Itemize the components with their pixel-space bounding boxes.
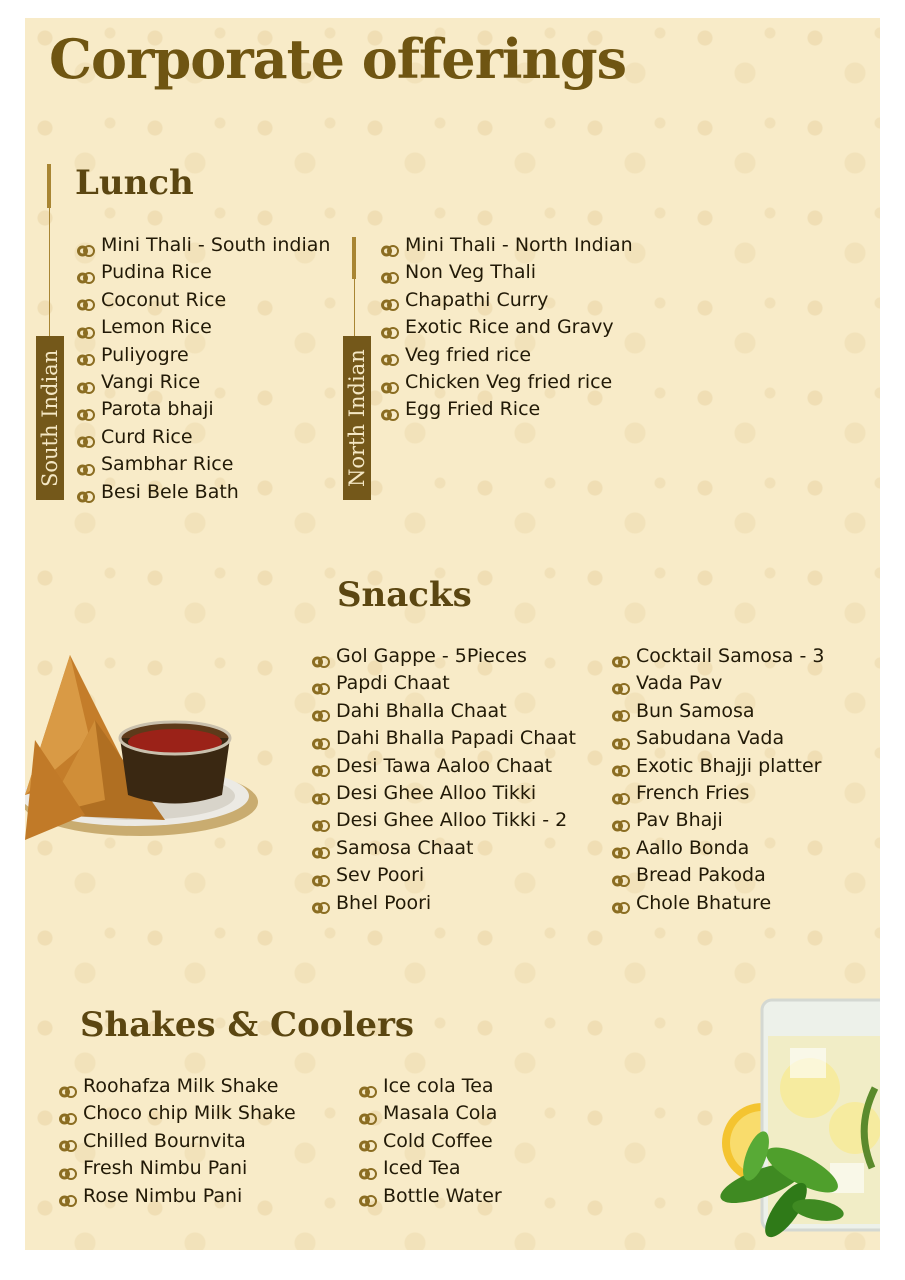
menu-item bbox=[76, 287, 330, 314]
menu-item-label: Papdi Chaat bbox=[336, 672, 450, 695]
north-indian-list bbox=[380, 232, 633, 424]
menu-item bbox=[358, 1155, 502, 1182]
menu-item-label: Curd Rice bbox=[101, 425, 193, 448]
menu-item-label: Pudina Rice bbox=[101, 261, 212, 284]
menu-item-label: Chicken Veg fried rice bbox=[405, 370, 613, 393]
menu-item bbox=[311, 643, 576, 670]
menu-item bbox=[311, 780, 576, 807]
menu-item bbox=[76, 424, 330, 451]
menu-item-label: Chapathi Curry bbox=[405, 288, 549, 311]
menu-item bbox=[380, 287, 633, 314]
samosa-plate-illustration bbox=[25, 650, 265, 850]
menu-item-label: Chole Bhature bbox=[636, 891, 772, 914]
menu-item-label: Fresh Nimbu Pani bbox=[83, 1157, 248, 1180]
bullet-icon bbox=[311, 841, 330, 855]
bullet-icon bbox=[311, 650, 330, 664]
menu-item-label: Non Veg Thali bbox=[405, 261, 537, 284]
menu-item-label: Exotic Bhajji platter bbox=[636, 754, 822, 777]
bullet-icon bbox=[611, 704, 630, 718]
menu-item bbox=[611, 835, 824, 862]
menu-item bbox=[611, 780, 824, 807]
menu-item-label: Bhel Poori bbox=[336, 891, 432, 914]
bullet-icon bbox=[611, 896, 630, 910]
menu-item-label: Parota bhaji bbox=[101, 398, 214, 421]
menu-item bbox=[380, 232, 633, 259]
bullet-icon bbox=[358, 1189, 377, 1203]
bullet-icon bbox=[358, 1162, 377, 1176]
menu-item-label: Bread Pakoda bbox=[636, 864, 766, 887]
bullet-icon bbox=[311, 787, 330, 801]
bullet-icon bbox=[380, 321, 399, 335]
menu-item-label: Cold Coffee bbox=[383, 1129, 493, 1152]
menu-item-label: Samosa Chaat bbox=[336, 836, 474, 859]
bullet-icon bbox=[58, 1107, 77, 1121]
menu-item bbox=[380, 342, 633, 369]
bullet-icon bbox=[611, 841, 630, 855]
menu-item bbox=[311, 753, 576, 780]
menu-item bbox=[76, 232, 330, 259]
menu-item bbox=[311, 835, 576, 862]
bullet-icon bbox=[58, 1189, 77, 1203]
menu-item-label: Ice cola Tea bbox=[383, 1075, 494, 1097]
menu-item bbox=[76, 396, 330, 423]
bullet-icon bbox=[380, 403, 399, 417]
bullet-icon bbox=[58, 1134, 77, 1148]
bullet-icon bbox=[311, 677, 330, 691]
lunch-connector-line bbox=[49, 208, 50, 336]
menu-item-label: Rose Nimbu Pani bbox=[83, 1184, 243, 1207]
bullet-icon bbox=[358, 1107, 377, 1121]
menu-item-label: Pav Bhaji bbox=[636, 809, 723, 832]
menu-item bbox=[358, 1073, 502, 1100]
menu-item-label: Bun Samosa bbox=[636, 699, 755, 722]
bullet-icon bbox=[311, 814, 330, 828]
menu-item-label: Mini Thali - North Indian bbox=[405, 234, 633, 256]
menu-item-label: Veg fried rice bbox=[405, 343, 532, 366]
menu-item bbox=[58, 1183, 296, 1210]
menu-item-label: Desi Ghee Alloo Tikki bbox=[336, 781, 537, 804]
north-indian-connector-line bbox=[354, 279, 355, 336]
menu-item bbox=[611, 698, 824, 725]
bullet-icon bbox=[58, 1162, 77, 1176]
bullet-icon bbox=[380, 376, 399, 390]
north-indian-bar bbox=[352, 237, 356, 279]
bullet-icon bbox=[380, 266, 399, 280]
menu-item bbox=[380, 259, 633, 286]
menu-item-label: Mini Thali - South indian bbox=[101, 234, 331, 256]
north-indian-label: North Indian bbox=[343, 336, 371, 500]
menu-item-label: Cocktail Samosa - 3 bbox=[636, 645, 825, 667]
menu-item bbox=[311, 807, 576, 834]
bullet-icon bbox=[611, 650, 630, 664]
menu-item bbox=[380, 314, 633, 341]
menu-item-label: Desi Tawa Aaloo Chaat bbox=[336, 754, 553, 777]
page-title: Corporate offerings bbox=[49, 27, 626, 91]
menu-item-label: Aallo Bonda bbox=[636, 836, 750, 859]
menu-item bbox=[58, 1073, 296, 1100]
bullet-icon bbox=[76, 485, 95, 499]
menu-item bbox=[311, 670, 576, 697]
shakes-list-1 bbox=[58, 1073, 296, 1210]
menu-item-label: Iced Tea bbox=[383, 1157, 461, 1180]
menu-item bbox=[76, 369, 330, 396]
menu-item-label: Sev Poori bbox=[336, 864, 425, 887]
menu-item-label: Vada Pav bbox=[636, 672, 723, 695]
bullet-icon bbox=[311, 896, 330, 910]
bullet-icon bbox=[76, 321, 95, 335]
lunch-heading: Lunch bbox=[75, 163, 194, 203]
bullet-icon bbox=[611, 732, 630, 746]
menu-item bbox=[311, 862, 576, 889]
bullet-icon bbox=[611, 869, 630, 883]
bullet-icon bbox=[380, 239, 399, 253]
menu-item bbox=[76, 314, 330, 341]
menu-item bbox=[311, 725, 576, 752]
bullet-icon bbox=[358, 1080, 377, 1094]
menu-item-label: Exotic Rice and Gravy bbox=[405, 316, 614, 339]
menu-item-label: Roohafza Milk Shake bbox=[83, 1075, 279, 1097]
bullet-icon bbox=[380, 348, 399, 362]
menu-item-label: Puliyogre bbox=[101, 343, 189, 366]
menu-item-label: Coconut Rice bbox=[101, 288, 227, 311]
menu-item bbox=[611, 725, 824, 752]
menu-item bbox=[76, 451, 330, 478]
lemonade-glass-illustration bbox=[690, 978, 880, 1243]
menu-item bbox=[76, 259, 330, 286]
menu-item-label: Chilled Bournvita bbox=[83, 1129, 246, 1152]
menu-item bbox=[358, 1128, 502, 1155]
menu-item-label: Lemon Rice bbox=[101, 316, 212, 339]
menu-item bbox=[311, 890, 576, 917]
bullet-icon bbox=[311, 869, 330, 883]
bullet-icon bbox=[311, 732, 330, 746]
menu-item bbox=[380, 396, 633, 423]
menu-item bbox=[358, 1183, 502, 1210]
snacks-list-1 bbox=[311, 643, 576, 917]
south-indian-list bbox=[76, 232, 330, 506]
bullet-icon bbox=[611, 759, 630, 773]
bullet-icon bbox=[611, 677, 630, 691]
bullet-icon bbox=[76, 403, 95, 417]
bullet-icon bbox=[76, 458, 95, 472]
bullet-icon bbox=[76, 376, 95, 390]
bullet-icon bbox=[611, 814, 630, 828]
menu-item-label: Besi Bele Bath bbox=[101, 480, 239, 503]
menu-item-label: Masala Cola bbox=[383, 1102, 498, 1125]
menu-item-label: Dahi Bhalla Papadi Chaat bbox=[336, 727, 576, 750]
menu-item bbox=[611, 890, 824, 917]
menu-item bbox=[76, 479, 330, 506]
snacks-heading: Snacks bbox=[337, 575, 472, 615]
menu-page bbox=[25, 18, 880, 1250]
snacks-list-2 bbox=[611, 643, 824, 917]
bullet-icon bbox=[76, 266, 95, 280]
menu-item bbox=[611, 670, 824, 697]
bullet-icon bbox=[76, 348, 95, 362]
bullet-icon bbox=[76, 430, 95, 444]
menu-item-label: Gol Gappe - 5Pieces bbox=[336, 645, 527, 667]
menu-item bbox=[58, 1100, 296, 1127]
menu-item bbox=[311, 698, 576, 725]
menu-item bbox=[76, 342, 330, 369]
bullet-icon bbox=[311, 704, 330, 718]
shakes-list-2 bbox=[358, 1073, 502, 1210]
bullet-icon bbox=[76, 293, 95, 307]
menu-item-label: Bottle Water bbox=[383, 1184, 502, 1207]
bullet-icon bbox=[311, 759, 330, 773]
menu-item-label: Dahi Bhalla Chaat bbox=[336, 699, 507, 722]
bullet-icon bbox=[611, 787, 630, 801]
menu-item bbox=[611, 753, 824, 780]
menu-item bbox=[611, 807, 824, 834]
shakes-heading: Shakes & Coolers bbox=[80, 1005, 415, 1045]
menu-item-label: Egg Fried Rice bbox=[405, 398, 541, 421]
menu-item-label: Vangi Rice bbox=[101, 370, 201, 393]
bullet-icon bbox=[58, 1080, 77, 1094]
bullet-icon bbox=[358, 1134, 377, 1148]
menu-item-label: Sabudana Vada bbox=[636, 727, 785, 750]
south-indian-label: South Indian bbox=[36, 336, 64, 500]
menu-item bbox=[611, 643, 824, 670]
bullet-icon bbox=[380, 293, 399, 307]
menu-item-label: French Fries bbox=[636, 781, 750, 804]
menu-item bbox=[611, 862, 824, 889]
bullet-icon bbox=[76, 239, 95, 253]
menu-item bbox=[380, 369, 633, 396]
menu-item bbox=[58, 1155, 296, 1182]
menu-item bbox=[358, 1100, 502, 1127]
menu-item bbox=[58, 1128, 296, 1155]
menu-item-label: Sambhar Rice bbox=[101, 453, 234, 476]
menu-item-label: Desi Ghee Alloo Tikki - 2 bbox=[336, 809, 568, 832]
menu-item-label: Choco chip Milk Shake bbox=[83, 1102, 296, 1125]
lunch-heading-bar bbox=[47, 164, 51, 208]
